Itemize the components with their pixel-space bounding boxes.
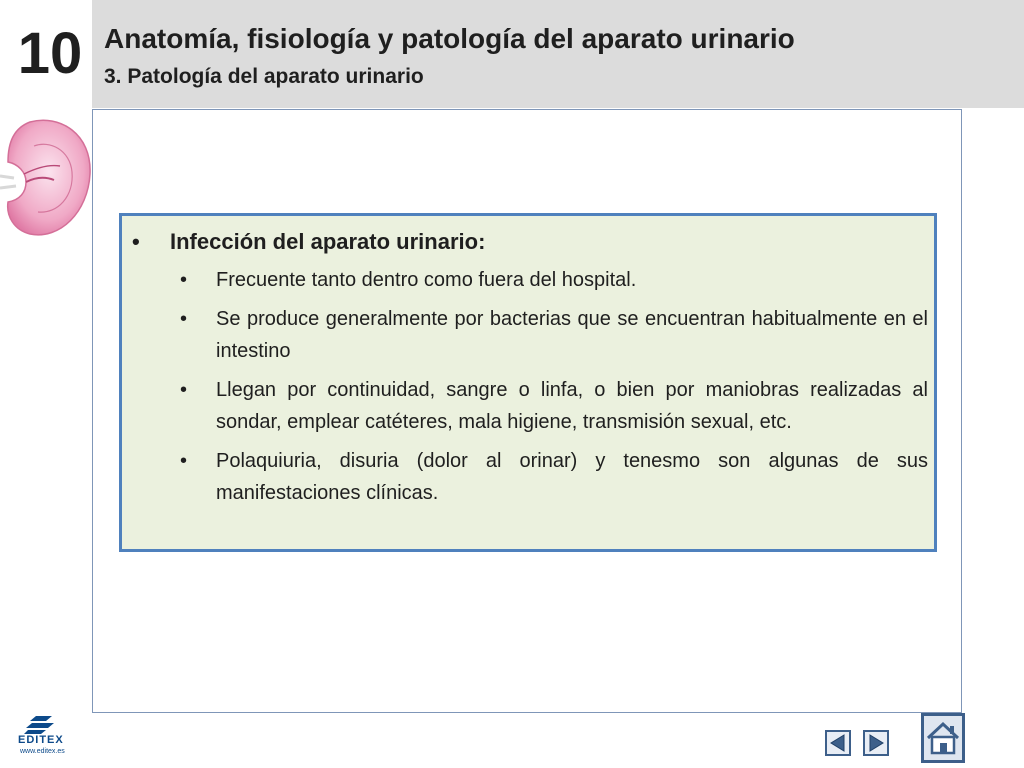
kidney-illustration xyxy=(0,116,96,242)
list-item-text: Se produce generalmente por bacterias que se encuentran habitualmente en el intestino xyxy=(216,308,928,362)
home-icon xyxy=(924,716,962,760)
list-item-text: Polaquiuria, disuria (dolor al orinar) y tenesmo son algunas de sus manifestaciones clínicas. xyxy=(216,450,928,504)
logo-text: EDITEX xyxy=(18,734,64,746)
list-item: • Llegan por continuidad, sangre o linfa, o bien por maniobras realizadas al sondar, emplear catéteres, mala higiene, transmisión sexual, etc. xyxy=(180,379,928,433)
callout-box xyxy=(119,213,937,552)
list-item-text: Llegan por continuidad, sangre o linfa, o bien por maniobras realizadas al sondar, emplear catéteres, mala higiene, transmisión sexual, etc. xyxy=(216,379,928,433)
prev-button[interactable] xyxy=(825,730,851,756)
home-button[interactable] xyxy=(921,713,965,763)
list-item: • Polaquiuria, disuria (dolor al orinar) y tenesmo son algunas de sus manifestaciones clínicas. xyxy=(180,450,928,504)
next-button[interactable] xyxy=(863,730,889,756)
chapter-number: 10 xyxy=(17,21,83,86)
logo-url: www.editex.es xyxy=(20,748,65,755)
main-bullet: • Infección del aparato urinario: xyxy=(132,229,486,254)
triangle-left-icon xyxy=(827,732,849,754)
main-bullet-text: Infección del aparato urinario: xyxy=(170,229,486,254)
page-title: Anatomía, fisiología y patología del aparato urinario xyxy=(104,23,795,54)
triangle-right-icon xyxy=(865,732,887,754)
list-item: • Frecuente tanto dentro como fuera del hospital. xyxy=(180,269,637,291)
page-subtitle: 3. Patología del aparato urinario xyxy=(104,65,424,88)
sub-bullet-list xyxy=(180,264,928,516)
list-item-text: Frecuente tanto dentro como fuera del hospital. xyxy=(216,269,637,291)
list-item: • Se produce generalmente por bacterias que se encuentran habitualmente en el intestino xyxy=(180,308,928,362)
